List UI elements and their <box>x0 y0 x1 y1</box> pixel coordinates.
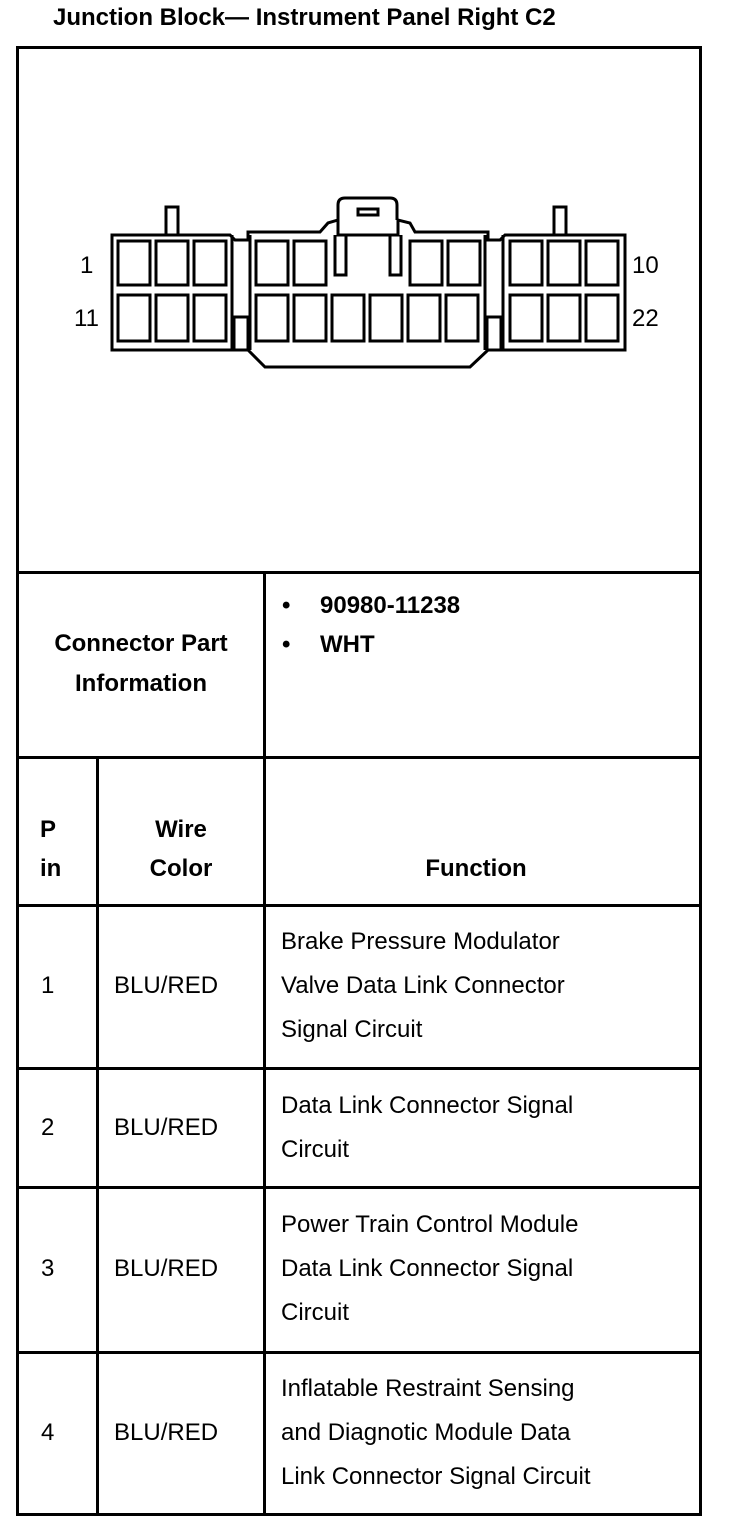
row-4-function-line: Inflatable Restraint Sensing <box>281 1375 575 1402</box>
column-divider-function <box>263 571 266 1516</box>
row-3-wire-color: BLU/RED <box>114 1255 219 1282</box>
bullet-icon: • <box>282 592 291 619</box>
connector-part-label <box>19 624 263 704</box>
connector-face-drawing <box>70 195 690 375</box>
pin-label-top-right: 10 <box>632 252 659 279</box>
header-pin-line-2: in <box>40 855 62 882</box>
part-info-item <box>282 631 375 659</box>
part-info-item <box>282 592 460 620</box>
connector-part-label-line-2: Information <box>75 670 207 697</box>
divider-part-info <box>16 756 702 759</box>
row-1-function <box>281 920 565 1052</box>
header-pin-line-1: P <box>40 816 57 843</box>
row-2-wire-color: BLU/RED <box>114 1114 219 1141</box>
row-2-pin: 2 <box>41 1114 55 1141</box>
divider-diagram <box>16 571 702 574</box>
row-2-function <box>281 1084 573 1172</box>
row-3-function-line: Power Train Control Module <box>281 1211 579 1238</box>
row-4-pin: 4 <box>41 1419 55 1446</box>
page-title: Junction Block— Instrument Panel Right C2 <box>53 4 556 31</box>
pin-label-bottom-left: 11 <box>74 305 99 332</box>
row-3-pin: 3 <box>41 1255 55 1282</box>
row-3-function-line: Data Link Connector Signal <box>281 1255 574 1282</box>
row-3-function <box>281 1203 578 1335</box>
part-number: 90980-11238 <box>320 592 461 619</box>
header-wire-color-line-2: Color <box>149 855 213 882</box>
pin-label-bottom-right: 22 <box>632 305 659 332</box>
row-4-function <box>281 1367 590 1499</box>
divider-row-2 <box>16 1186 702 1189</box>
row-1-pin: 1 <box>41 972 55 999</box>
row-3-function-line: Circuit <box>281 1299 350 1326</box>
header-pin <box>40 810 61 888</box>
row-1-wire-color: BLU/RED <box>114 972 219 999</box>
bullet-icon: • <box>282 631 291 658</box>
header-wire-color <box>99 810 263 888</box>
divider-header <box>16 904 702 907</box>
row-4-function-line: Link Connector Signal Circuit <box>281 1463 591 1490</box>
row-4-wire-color: BLU/RED <box>114 1419 219 1446</box>
row-1-function-line: Valve Data Link Connector <box>281 972 565 999</box>
header-wire-color-line-1: Wire <box>155 816 207 843</box>
row-1-function-line: Signal Circuit <box>281 1016 423 1043</box>
part-color: WHT <box>320 631 375 658</box>
divider-row-1 <box>16 1067 702 1070</box>
connector-part-label-line-1: Connector Part <box>54 630 228 657</box>
divider-row-3 <box>16 1351 702 1354</box>
row-1-function-line: Brake Pressure Modulator <box>281 928 560 955</box>
row-2-function-line: Data Link Connector Signal <box>281 1092 574 1119</box>
row-4-function-line: and Diagnotic Module Data <box>281 1419 571 1446</box>
header-function: Function <box>425 855 527 882</box>
row-2-function-line: Circuit <box>281 1136 350 1163</box>
pin-label-top-left: 1 <box>80 252 94 279</box>
